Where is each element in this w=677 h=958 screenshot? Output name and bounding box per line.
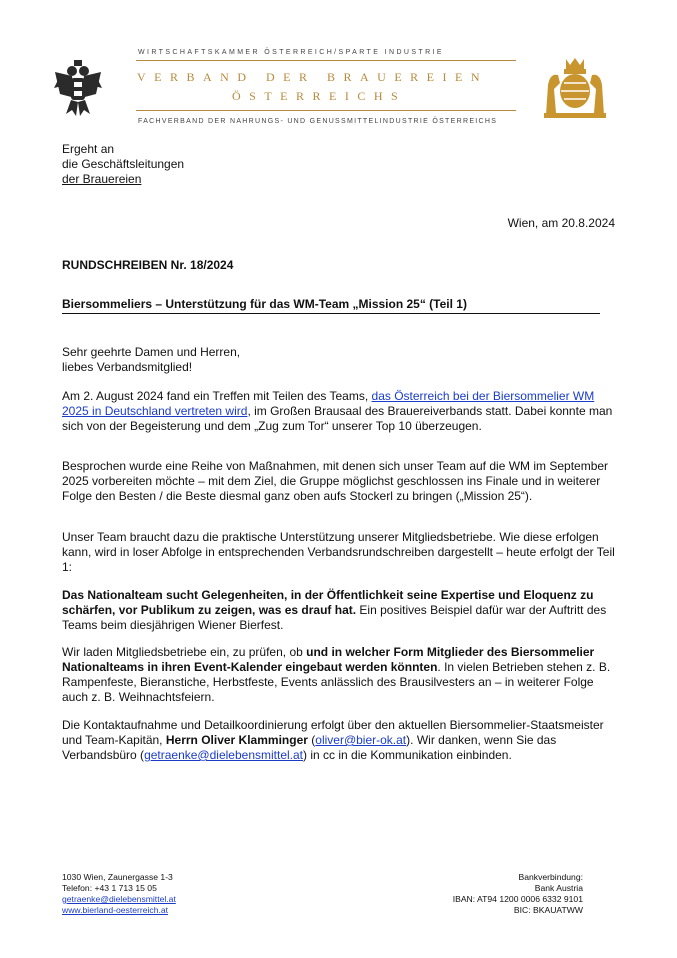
paragraph-6 bbox=[62, 718, 617, 763]
paragraph-bold: Das Nationalteam sucht Gelegenheiten, in der Öffentlichkeit seine Expertise und Eloquenz zu schärfen, vor Publikum zu zeigen, was es drauf hat. bbox=[62, 588, 594, 617]
bank-label: Bankverbindung: bbox=[518, 872, 583, 882]
paragraph-text: Wir laden Mitgliedsbetriebe ein, zu prüfen, ob bbox=[62, 645, 307, 659]
subject-text: Biersommeliers – Unterstützung für das WM-Team „Mission 25“ (Teil 1) bbox=[62, 297, 467, 311]
footer-bank bbox=[453, 872, 583, 916]
recipient-line: Ergeht an bbox=[62, 142, 115, 156]
footer-email-link[interactable]: getraenke@dielebensmittel.at bbox=[62, 894, 176, 904]
brewers-crest-icon bbox=[542, 55, 608, 119]
paragraph-text: Am 2. August 2024 fand ein Treffen mit Teilen des Teams, bbox=[62, 389, 372, 403]
association-title-country: ÖSTERREICHS bbox=[232, 89, 407, 103]
paragraph-text: Die Kontaktaufnahme und Detailkoordinierung erfolgt über den aktuellen Biersommelier-Staatsmeister und Team-Kapitän, bbox=[62, 718, 604, 747]
association-title: VERBAND DER BRAUEREIEN bbox=[137, 70, 488, 84]
paragraph-text: Ein positives Beispiel dafür war der Auftritt des Teams beim diesjährigen Wiener Bierfest. bbox=[62, 603, 607, 632]
salutation-line: Sehr geehrte Damen und Herren, bbox=[62, 345, 241, 359]
footer-web-link[interactable]: www.bierland-oesterreich.at bbox=[62, 905, 169, 915]
team-link[interactable]: das Österreich bei der Biersommelier WM 2025 in Deutschland vertreten wird bbox=[62, 389, 595, 418]
header-rule-top bbox=[136, 60, 516, 61]
paragraph-1 bbox=[62, 389, 617, 434]
date-line: Wien, am 20.8.2024 bbox=[507, 216, 615, 230]
recipient-line: der Brauereien bbox=[62, 172, 142, 186]
paragraph-text: , im Großen Brausaal des Brauereiverbands statt. Dabei konnte man sich von der Begeisterung und dem „Zug zum Tor“ unserer Top 10 überzeugen. bbox=[62, 404, 613, 433]
paragraph-text: ( bbox=[307, 733, 316, 747]
circular-title: RUNDSCHREIBEN Nr. 18/2024 bbox=[62, 258, 234, 272]
division-line: FACHVERBAND DER NAHRUNGS- UND GENUSSMITTELINDUSTRIE ÖSTERREICHS bbox=[138, 118, 498, 125]
header-rule-bottom bbox=[136, 110, 516, 111]
contact-name: Herrn Oliver Klamminger bbox=[165, 733, 308, 747]
salutation-line: liebes Verbandsmitglied! bbox=[62, 360, 193, 374]
austrian-eagle-icon bbox=[52, 58, 104, 120]
paragraph-2: Besprochen wurde eine Reihe von Maßnahmen, mit denen sich unser Team auf die WM im September 2025 vorbereiten möchte – mit dem Ziel, die Gruppe möglichst geschlossen ins Finale und in weiterer Folge den Besten / die Beste diesmal ganz oben aufs Stockerl zu bringen („Mission 25“). bbox=[62, 459, 609, 503]
recipient-block bbox=[62, 142, 184, 187]
paragraph-5 bbox=[62, 645, 617, 705]
paragraph-bold: und in welcher Form Mitglieder des Biersommelier Nationalteams in ihren Event-Kalender eingebaut werden könnten bbox=[62, 645, 595, 674]
footer-phone: Telefon: +43 1 713 15 05 bbox=[62, 883, 157, 893]
footer-address bbox=[62, 872, 176, 916]
chamber-line: WIRTSCHAFTSKAMMER ÖSTERREICH/SPARTE INDUSTRIE bbox=[138, 49, 444, 56]
office-email-link[interactable]: getraenke@dielebensmittel.at bbox=[144, 748, 304, 762]
footer-street: 1030 Wien, Zaunergasse 1-3 bbox=[62, 872, 173, 882]
bank-name: Bank Austria bbox=[534, 883, 583, 893]
paragraph-3: Unser Team braucht dazu die praktische Unterstützung unserer Mitgliedsbetriebe. Wie diese erfolgen kann, wird in loser Abfolge in entsprechenden Verbandsrundschreiben dargestellt – heute erfolgt der Teil 1: bbox=[62, 530, 615, 574]
bank-bic: BIC: BKAUATWW bbox=[513, 905, 583, 915]
paragraph-text: ). Wir danken, wenn Sie das Verbandsbüro ( bbox=[62, 733, 557, 762]
recipient-line: die Geschäftsleitungen bbox=[62, 157, 185, 171]
subject-line bbox=[62, 297, 600, 314]
paragraph-text: ) in cc in die Kommunikation einbinden. bbox=[303, 748, 512, 762]
contact-email-link[interactable]: oliver@bier-ok.at bbox=[315, 733, 407, 747]
paragraph-text: . In vielen Betrieben stehen z. B. Rampenfeste, Bieranstiche, Herbstfeste, Events anlässlich des Brausilvesters an – in weiterer Folge auch z. B. Weihnachtsfeiern. bbox=[62, 660, 611, 704]
bank-iban: IBAN: AT94 1200 0006 6332 9101 bbox=[452, 894, 583, 904]
paragraph-4 bbox=[62, 588, 617, 633]
salutation bbox=[62, 345, 240, 375]
